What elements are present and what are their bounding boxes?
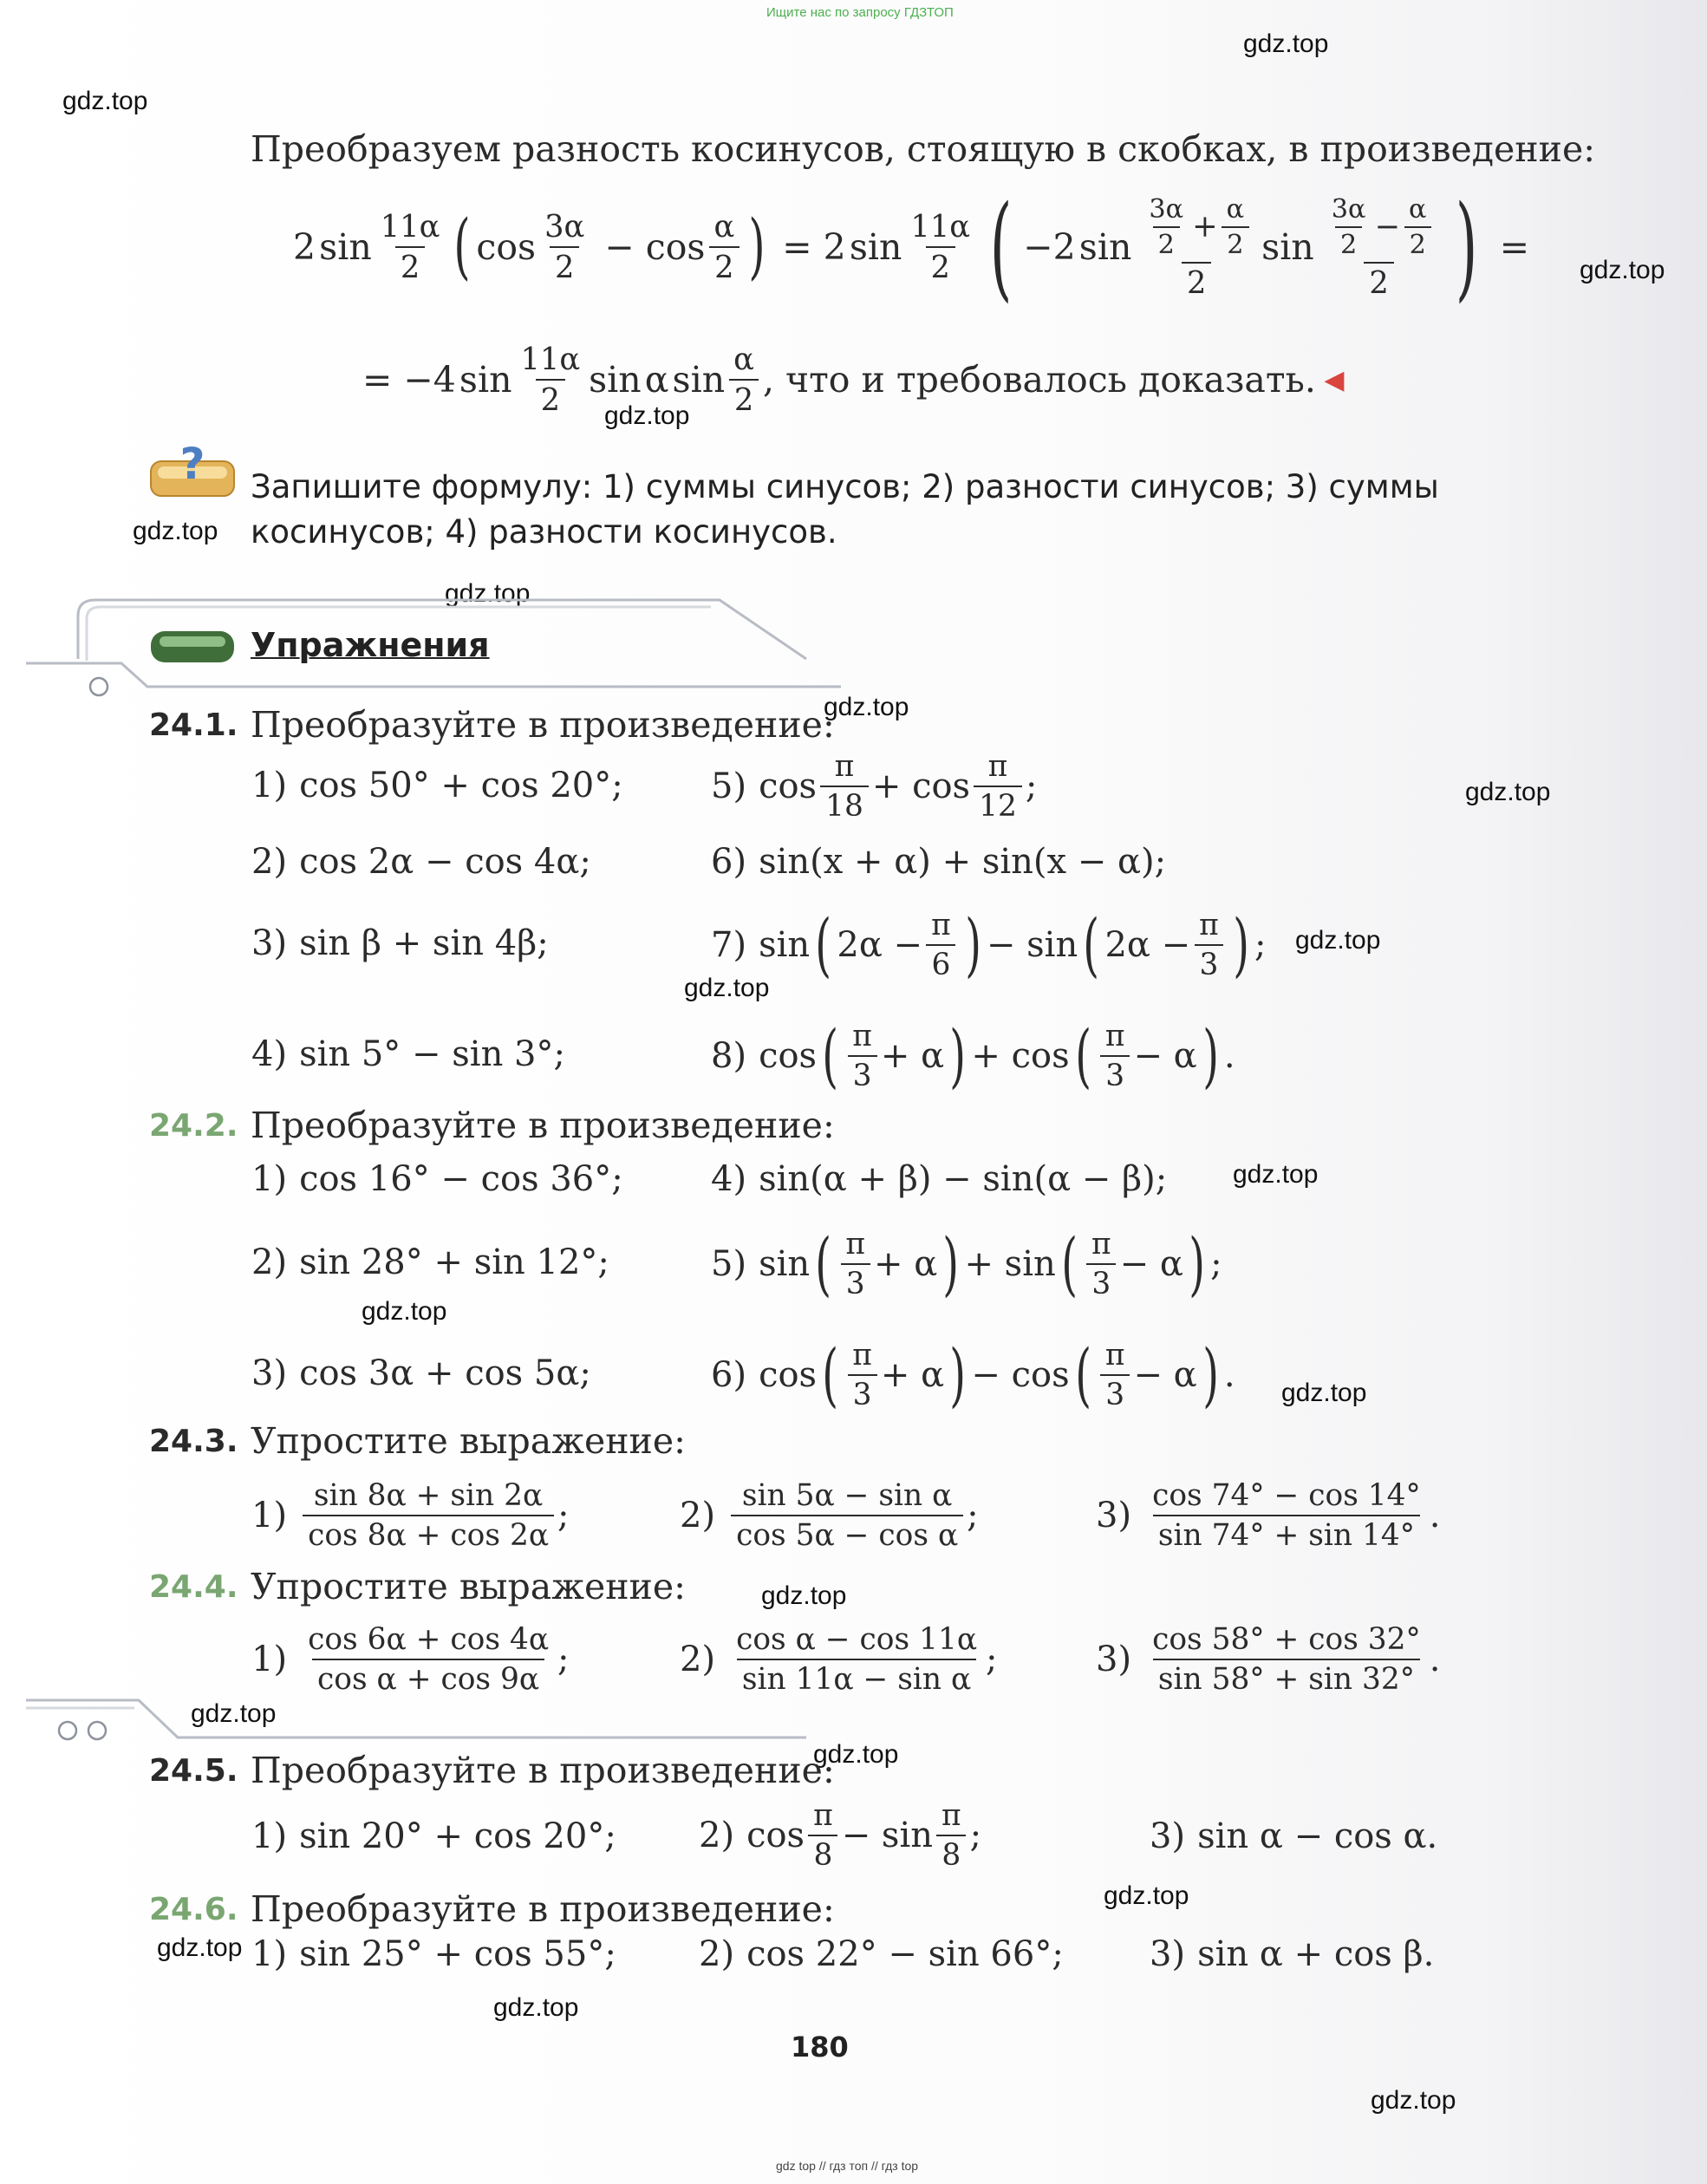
exercise-item: 1) sin 20° + cos 20°;: [251, 1816, 616, 1856]
exercise-title: Преобразуйте в произведение:: [251, 1105, 835, 1146]
exercise-item: 1) $\frac{\cos 6\alpha + \cos 4\alpha}{\text{cos α + cos 9α}}$ ;: [251, 1622, 570, 1697]
exercise-item: 1) cos 16° − cos 36°;: [251, 1159, 623, 1199]
exercise-item: 1) sin 25° + cos 55°;: [251, 1934, 616, 1974]
end-of-proof-icon: ◀: [1315, 364, 1345, 395]
question-line-2: косинусов; 4) разности косинусов.: [251, 513, 837, 551]
exercise-item: 3) sin β + sin 4β;: [251, 923, 549, 963]
page-number: 180: [791, 2031, 849, 2063]
watermark: gdz.top: [62, 87, 148, 115]
watermark: gdz.top: [684, 974, 770, 1002]
exercise-title: Преобразуйте в произведение:: [251, 1888, 835, 1930]
exercise-title: Преобразуйте в произведение:: [251, 1750, 835, 1791]
watermark: gdz.top: [824, 693, 909, 721]
exercise-item: 3) sin α + cos β.: [1150, 1934, 1435, 1974]
watermark: gdz.top: [1281, 1379, 1367, 1407]
exercise-item: 4) sin 5° − sin 3°;: [251, 1034, 565, 1074]
exercise-number: 24.3.: [149, 1424, 238, 1459]
exercise-item: 1) $\frac{\sin 8\alpha + \sin 2\alpha}{\cos 8\alpha + \cos 2\alpha}$ ;: [251, 1478, 570, 1553]
exercise-item: 2) sin 28° + sin 12°;: [251, 1242, 609, 1282]
exercise-number: 24.4.: [149, 1569, 238, 1605]
top-search-note: Ищите нас по запросу ГДЗТОП: [766, 5, 954, 20]
exercise-item: 6) cos ( $\frac{\pi}{3}$ + α ) − cos ( $\frac{\pi}{3}$ − α ) .: [711, 1334, 1235, 1415]
exercise-number: 24.1.: [149, 707, 238, 743]
exercise-item: 2) cos 2α − cos 4α;: [251, 842, 591, 882]
exercise-title: Упростите выражение:: [251, 1420, 686, 1462]
exercise-number: 24.2.: [149, 1108, 238, 1144]
watermark: gdz.top: [493, 1993, 579, 2022]
intro-paragraph: Преобразуем разность косинусов, стоящую в скобках, в произведение:: [251, 128, 1596, 170]
exercise-item: 2) $\frac{\text{cos α − cos 11α}}{\text{sin 11α − sin α}}$ ;: [680, 1622, 998, 1697]
derivation-line-1: 2 sin $\frac{11\alpha}{2}$ ( cos $\frac{3\alpha}{2}$ − cos $\frac{\alpha}{2}$ ) = 2 sin $\frac{11\alpha}{2}$ ( −2 sin $\frac{3\alpha}{2}$ + $\frac{\alpha}{2}$ 2 sin $\frac{3\alpha}{2}$ − $\frac{\alpha}{2}$ 2 ) =: [293, 180, 1530, 314]
section-bullet-icon: [149, 629, 236, 664]
exercise-item: 6) sin(x + α) + sin(x − α);: [711, 842, 1167, 882]
watermark: gdz.top: [761, 1581, 847, 1610]
exercise-item: 8) cos ( $\frac{\pi}{3}$ + α ) + cos ( $\frac{\pi}{3}$ − α ) .: [711, 1015, 1235, 1096]
exercise-item: 2) cos $\frac{\pi}{8}$ − sin $\frac{\pi}{8}$ ;: [699, 1798, 982, 1873]
level-separator: [26, 1696, 806, 1748]
exercise-item: 7) sin ( 2α − $\frac{\pi}{6}$ ) − sin ( 2α − $\frac{\pi}{3}$ ) ;: [711, 904, 1267, 985]
conclusion-text: что и требовалось доказать.: [785, 359, 1316, 401]
watermark: gdz.top: [1104, 1881, 1189, 1910]
watermark: gdz.top: [191, 1699, 277, 1728]
exercise-item: 5) sin ( $\frac{\pi}{3}$ + α ) + sin ( $\frac{\pi}{3}$ − α ) ;: [711, 1223, 1222, 1304]
exercise-title: Преобразуйте в произведение:: [251, 704, 835, 746]
bottom-note: gdz top // гдз топ // гдз top: [776, 2159, 919, 2173]
derivation-line-2: = −4 sin $\frac{11\alpha}{2}$ sin α sin $\frac{\alpha}{2}$ , что и требовалось доказать. ◀: [362, 342, 1345, 418]
exercise-item: 3) $\frac{\cos 58^\circ + \cos 32^\circ}{\sin 58^\circ + \sin 32^\circ}$ .: [1096, 1622, 1441, 1697]
exercise-number: 24.5.: [149, 1753, 238, 1789]
watermark: gdz.top: [813, 1740, 899, 1769]
question-icon: [149, 440, 236, 499]
exercise-title: Упростите выражение:: [251, 1566, 686, 1607]
exercise-item: 4) sin(α + β) − sin(α − β);: [711, 1159, 1168, 1199]
section-title: Упражнения: [251, 626, 490, 664]
exercise-item: 3) sin α − cos α.: [1150, 1816, 1438, 1856]
watermark: gdz.top: [1243, 29, 1329, 58]
watermark: gdz.top: [157, 1933, 243, 1962]
exercise-item: 2) $\frac{\text{sin 5α − sin α}}{\text{cos 5α − cos α}}$ ;: [680, 1478, 979, 1553]
watermark: gdz.top: [445, 579, 531, 608]
watermark: gdz.top: [1465, 778, 1551, 806]
watermark: gdz.top: [1580, 256, 1665, 284]
exercise-item: 5) cos $\frac{\pi}{18}$ + cos $\frac{\pi}{12}$ ;: [711, 749, 1038, 824]
exercise-number: 24.6.: [149, 1892, 238, 1927]
exercise-item: 3) cos 3α + cos 5α;: [251, 1353, 591, 1393]
exercise-item: 1) cos 50° + cos 20°;: [251, 766, 623, 805]
watermark: gdz.top: [133, 517, 218, 545]
watermark: gdz.top: [1233, 1160, 1319, 1189]
watermark: gdz.top: [1295, 926, 1381, 955]
watermark: gdz.top: [604, 401, 690, 430]
exercise-item: 2) cos 22° − sin 66°;: [699, 1934, 1064, 1974]
exercise-item: 3) $\frac{\cos 74^\circ - \cos 14^\circ}{\sin 74^\circ + \sin 14^\circ}$ .: [1096, 1478, 1441, 1553]
question-line-1: Запишите формулу: 1) суммы синусов; 2) разности синусов; 3) суммы: [251, 468, 1439, 505]
watermark: gdz.top: [362, 1297, 447, 1326]
svg-text:?: ?: [179, 440, 205, 489]
watermark: gdz.top: [1371, 2086, 1456, 2115]
